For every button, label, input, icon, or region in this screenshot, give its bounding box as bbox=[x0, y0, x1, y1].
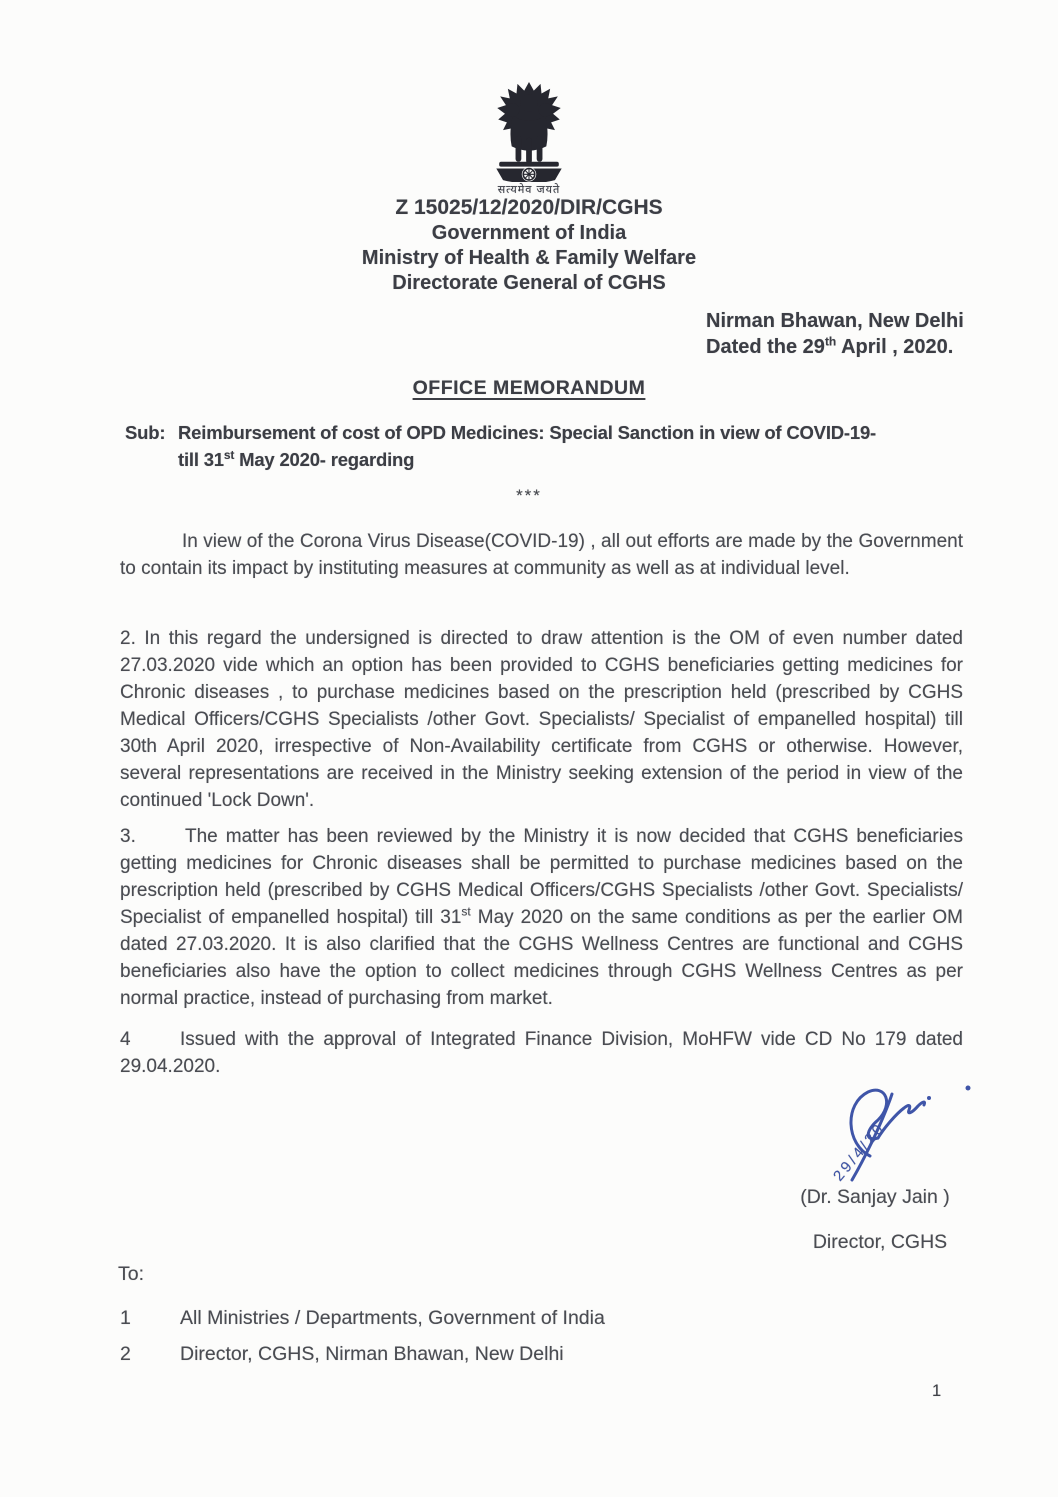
letterhead bbox=[0, 82, 1058, 187]
memo-title: OFFICE MEMORANDUM bbox=[412, 377, 646, 399]
signature-date: 29/4/20 bbox=[830, 1119, 889, 1185]
paragraph-3: 3. The matter has been reviewed by the Ministry it is now decided that CGHS beneficiaries getting medicines for Chronic diseases shall be permitted to purchase medicines based on the prescription held (prescribed by CGHS Medical Officers/CGHS Specialists /other Govt. Specialists/ Specialist of empanelled hospital) till 31st May 2020 on the same conditions as per the earlier OM dated 27.03.2020. It is also clarified that the CGHS Wellness Centres are functional and CGHS beneficiaries also have the option to collect medicines through CGHS Wellness Centres as per normal practice, instead of purchasing from market. bbox=[120, 823, 963, 1012]
recipients-label: To: bbox=[118, 1263, 145, 1285]
subject-block bbox=[125, 419, 970, 473]
date-ordinal: th bbox=[824, 334, 837, 349]
emblem-motto: सत्यमेव जयते bbox=[497, 184, 561, 196]
org-government: Government of India bbox=[431, 222, 627, 244]
date-line: Dated the 29th April , 2020. bbox=[706, 334, 954, 358]
separator-stars: *** bbox=[516, 486, 542, 505]
file-number: Z 15025/12/2020/DIR/CGHS bbox=[395, 196, 663, 219]
paragraph-4-number: 4 bbox=[120, 1029, 131, 1050]
page-number: 1 bbox=[932, 1382, 942, 1400]
handwritten-signature bbox=[808, 1078, 983, 1190]
national-emblem-icon bbox=[486, 82, 572, 182]
recipient-row bbox=[120, 1307, 605, 1330]
place-line: Nirman Bhawan, New Delhi bbox=[706, 310, 964, 332]
paragraph-3-number: 3. bbox=[120, 826, 136, 847]
subject-label: Sub: bbox=[125, 422, 166, 443]
recipient-number: 1 bbox=[120, 1307, 131, 1329]
signatory-name: (Dr. Sanjay Jain ) bbox=[800, 1186, 950, 1208]
subject-text bbox=[178, 419, 970, 473]
subject-line-1: Reimbursement of cost of OPD Medicines: Special Sanction in view of COVID-19- bbox=[178, 422, 877, 443]
recipient-text: All Ministries / Departments, Government of India bbox=[180, 1307, 605, 1329]
org-ministry: Ministry of Health & Family Welfare bbox=[361, 247, 697, 269]
place-date-block bbox=[706, 308, 964, 360]
org-directorate: Directorate General of CGHS bbox=[392, 272, 666, 294]
paragraph-2: 2. In this regard the undersigned is directed to draw attention is the OM of even number dated 27.03.2020 vide which an option has been provided to CGHS beneficiaries getting medicines for Chronic diseases , to purchase medicines based on the prescription held (prescribed by CGHS Medical Officers/CGHS Specialists /other Govt. Specialists/ Specialist of empanelled hospital) till 30th April 2020, irrespective of Non-Availability certificate from CGHS or otherwise. However, several representations are received in the Ministry seeking extension of the period in view of the continued 'Lock Down'. bbox=[120, 628, 963, 811]
recipient-text: Director, CGHS, Nirman Bhawan, New Delhi bbox=[180, 1343, 564, 1365]
subject-ordinal: st bbox=[223, 447, 235, 462]
paragraph-3-ordinal: st bbox=[461, 904, 471, 919]
subject-line-2: till 31st May 2020- regarding bbox=[178, 447, 415, 470]
recipient-row bbox=[120, 1343, 564, 1366]
recipient-number: 2 bbox=[120, 1343, 131, 1365]
paragraph-1: In view of the Corona Virus Disease(COVID-19) , all out efforts are made by the Government to contain its impact by instituting measures at community as well as at individual level. bbox=[120, 531, 963, 579]
signatory-designation: Director, CGHS bbox=[812, 1231, 948, 1253]
paragraph-4: 4 Issued with the approval of Integrated Finance Division, MoHFW vide CD No 179 dated 29.04.2020. bbox=[120, 1026, 963, 1080]
